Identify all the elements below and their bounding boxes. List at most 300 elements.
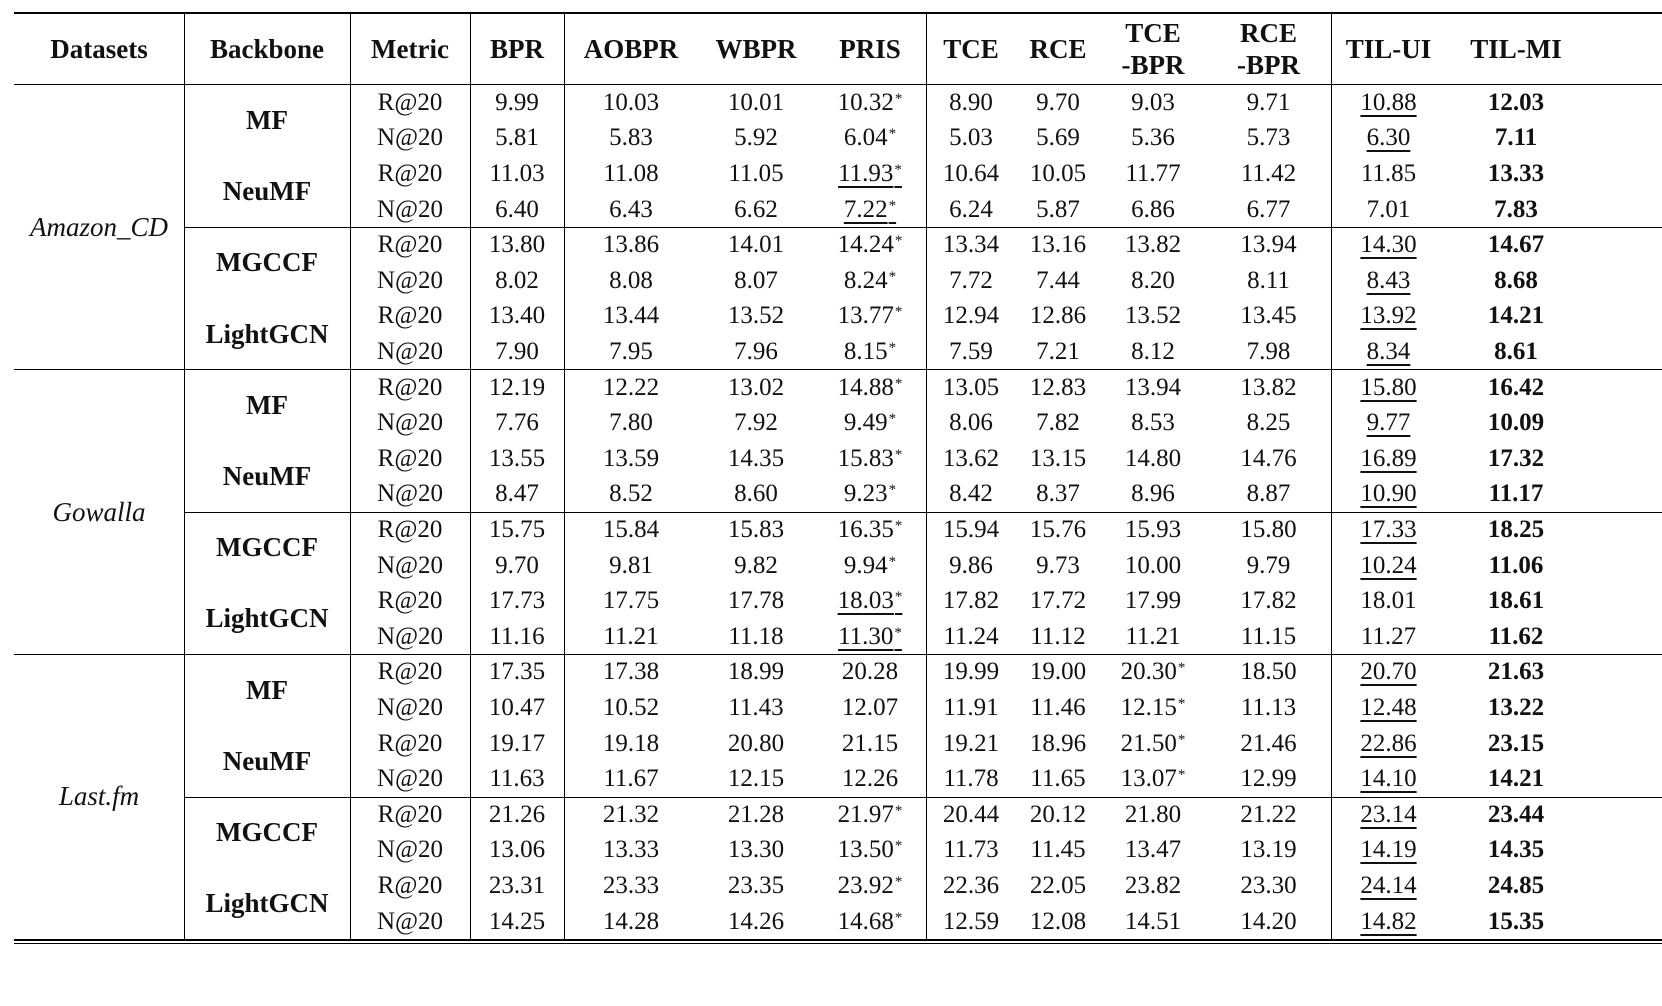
value-text bbox=[1247, 89, 1291, 117]
value-text bbox=[949, 196, 993, 224]
value-number: 23.31 bbox=[488, 871, 546, 899]
value-number: 12.08 bbox=[1029, 907, 1087, 935]
value-number: 8.15 bbox=[843, 337, 888, 365]
value-cell bbox=[1100, 370, 1206, 406]
value-cell bbox=[814, 512, 926, 548]
value-text bbox=[1131, 338, 1175, 366]
value-cell bbox=[1100, 477, 1206, 513]
dataset-name: Gowalla bbox=[52, 496, 146, 527]
value-number: 19.18 bbox=[602, 729, 660, 757]
value-number: 10.32 bbox=[837, 88, 894, 116]
value-number: 13.45 bbox=[1240, 302, 1297, 330]
value-cell bbox=[564, 334, 698, 370]
value-text bbox=[1360, 694, 1416, 722]
backbone-name: MF bbox=[246, 389, 288, 420]
value-text bbox=[1240, 730, 1296, 758]
value-cell bbox=[564, 370, 698, 406]
value-number: 13.59 bbox=[602, 444, 660, 472]
value-text bbox=[1488, 409, 1544, 437]
value-cell bbox=[698, 156, 814, 192]
value-text bbox=[1360, 89, 1416, 117]
value-text bbox=[949, 480, 993, 508]
value-text bbox=[1489, 480, 1544, 508]
value-cell bbox=[1016, 263, 1100, 299]
value-number: 6.40 bbox=[495, 195, 539, 223]
value-cell bbox=[1331, 583, 1446, 619]
backbone-name: NeuMF bbox=[222, 461, 312, 492]
value-cell bbox=[698, 797, 814, 833]
value-text bbox=[1240, 516, 1296, 544]
value-text bbox=[728, 160, 783, 188]
value-number: 8.61 bbox=[1494, 337, 1538, 365]
value-number: 8.07 bbox=[734, 266, 778, 294]
value-cell bbox=[1206, 726, 1331, 762]
value-text bbox=[1131, 409, 1175, 437]
value-text bbox=[1036, 480, 1080, 508]
value-number: 15.80 bbox=[1240, 515, 1297, 543]
header-backbone-line: Backbone bbox=[209, 33, 325, 64]
value-number: 17.78 bbox=[727, 587, 785, 615]
value-text bbox=[728, 89, 784, 117]
value-number: 10.64 bbox=[942, 159, 1000, 187]
value-number: 7.96 bbox=[734, 337, 778, 365]
metric-cell: N@20 bbox=[376, 907, 444, 935]
value-cell bbox=[1100, 690, 1206, 726]
value-cell bbox=[926, 405, 1016, 441]
value-number: 12.07 bbox=[841, 693, 899, 721]
value-cell bbox=[1206, 655, 1331, 691]
value-text bbox=[1030, 445, 1086, 473]
value-cell bbox=[470, 904, 564, 940]
value-cell bbox=[698, 904, 814, 940]
value-number: 9.70 bbox=[1036, 88, 1080, 116]
significance-mark: * bbox=[894, 909, 903, 926]
value-text bbox=[603, 836, 659, 864]
value-number: 11.78 bbox=[943, 765, 999, 793]
value-text bbox=[1361, 160, 1416, 188]
value-number: 21.80 bbox=[1124, 800, 1182, 828]
value-text bbox=[1131, 480, 1175, 508]
value-cell bbox=[814, 619, 926, 655]
value-cell bbox=[564, 833, 698, 869]
value-cell bbox=[698, 441, 814, 477]
value-number: 12.83 bbox=[1029, 373, 1087, 401]
metric-cell: N@20 bbox=[376, 622, 444, 650]
value-cell bbox=[1016, 548, 1100, 584]
value-number: 12.19 bbox=[488, 373, 546, 401]
value-text bbox=[489, 516, 545, 544]
value-text bbox=[1241, 160, 1296, 188]
value-number: 14.68 bbox=[837, 907, 894, 935]
value-number: 6.77 bbox=[1246, 195, 1291, 223]
header-rce bbox=[1016, 12, 1100, 85]
value-cell bbox=[564, 690, 698, 726]
value-cell bbox=[1446, 655, 1586, 691]
value-cell bbox=[1446, 156, 1586, 192]
value-text bbox=[842, 658, 898, 686]
value-text bbox=[1489, 552, 1544, 580]
value-cell bbox=[470, 583, 564, 619]
value-number: 15.83 bbox=[837, 444, 894, 472]
value-number: 9.73 bbox=[1036, 551, 1080, 579]
value-text bbox=[603, 730, 659, 758]
value-cell bbox=[698, 583, 814, 619]
header-datasets bbox=[14, 12, 184, 85]
bottom-rule bbox=[14, 939, 1662, 941]
value-number: 9.23 bbox=[843, 480, 888, 508]
value-cell bbox=[1016, 192, 1100, 228]
value-cell bbox=[470, 299, 564, 335]
value-number: 9.86 bbox=[949, 551, 993, 579]
value-text bbox=[603, 231, 659, 259]
value-text bbox=[1125, 231, 1181, 259]
value-cell bbox=[1446, 405, 1586, 441]
header-metric bbox=[350, 12, 470, 85]
value-number: 12.86 bbox=[1029, 302, 1087, 330]
metric-cell: N@20 bbox=[376, 693, 444, 721]
value-cell bbox=[1446, 85, 1586, 121]
value-text bbox=[489, 302, 545, 330]
value-text bbox=[943, 623, 998, 651]
value-number: 11.17 bbox=[1488, 480, 1544, 508]
value-number: 14.10 bbox=[1360, 765, 1417, 793]
value-cell bbox=[470, 761, 564, 797]
value-text bbox=[1367, 267, 1411, 295]
metric-cell: R@20 bbox=[377, 159, 443, 187]
value-cell bbox=[1100, 868, 1206, 904]
value-cell bbox=[1446, 512, 1586, 548]
value-number: 19.21 bbox=[942, 729, 1000, 757]
value-number: 14.35 bbox=[727, 444, 785, 472]
value-cell bbox=[814, 833, 926, 869]
value-text bbox=[842, 730, 898, 758]
value-cell bbox=[1016, 868, 1100, 904]
metric-cell: R@20 bbox=[377, 800, 443, 828]
value-number: 10.90 bbox=[1360, 480, 1417, 508]
header-wbpr-line: WBPR bbox=[715, 33, 797, 64]
header-til-ui bbox=[1331, 12, 1446, 85]
value-cell bbox=[1206, 690, 1331, 726]
value-text bbox=[838, 908, 903, 936]
value-cell bbox=[698, 263, 814, 299]
value-number: 7.11 bbox=[1494, 124, 1538, 152]
value-number: 13.86 bbox=[602, 231, 660, 259]
value-text bbox=[603, 160, 658, 188]
value-number: 13.06 bbox=[488, 836, 546, 864]
value-number: 10.01 bbox=[727, 88, 785, 116]
value-cell bbox=[814, 868, 926, 904]
value-number: 12.59 bbox=[942, 907, 1000, 935]
value-cell bbox=[1206, 868, 1331, 904]
value-number: 11.45 bbox=[1030, 836, 1086, 864]
value-text bbox=[1036, 409, 1080, 437]
value-number: 7.21 bbox=[1036, 337, 1080, 365]
value-cell bbox=[470, 797, 564, 833]
metric-cell: R@20 bbox=[377, 231, 443, 259]
value-cell bbox=[1446, 797, 1586, 833]
value-text bbox=[1030, 623, 1085, 651]
value-number: 7.59 bbox=[949, 337, 993, 365]
value-text bbox=[489, 160, 544, 188]
value-text bbox=[1488, 89, 1544, 117]
value-text bbox=[838, 89, 903, 117]
value-text bbox=[1125, 908, 1181, 936]
value-number: 17.38 bbox=[602, 658, 660, 686]
value-cell bbox=[814, 227, 926, 263]
backbone-name: MF bbox=[246, 674, 288, 705]
value-text bbox=[1030, 765, 1085, 793]
value-number: 13.52 bbox=[1124, 302, 1182, 330]
value-cell bbox=[1331, 904, 1446, 940]
value-number: 7.83 bbox=[1494, 195, 1538, 223]
value-number: 7.76 bbox=[495, 409, 539, 437]
column-rule bbox=[350, 12, 351, 940]
value-cell bbox=[1331, 370, 1446, 406]
value-text bbox=[1494, 338, 1538, 366]
value-text bbox=[838, 836, 903, 864]
value-cell bbox=[1016, 583, 1100, 619]
value-text bbox=[1036, 89, 1080, 117]
value-text bbox=[489, 730, 545, 758]
value-number: 7.22 bbox=[843, 195, 888, 223]
value-cell bbox=[470, 690, 564, 726]
metric-cell: N@20 bbox=[376, 836, 444, 864]
metric-cell: R@20 bbox=[377, 587, 443, 615]
value-cell bbox=[926, 192, 1016, 228]
value-number: 16.42 bbox=[1487, 373, 1545, 401]
value-number: 14.28 bbox=[602, 907, 660, 935]
value-text bbox=[489, 801, 545, 829]
value-number: 9.49 bbox=[843, 409, 888, 437]
value-text bbox=[1240, 587, 1296, 615]
value-number: 5.83 bbox=[609, 124, 653, 152]
value-text bbox=[603, 765, 658, 793]
value-text bbox=[495, 89, 539, 117]
value-text bbox=[1121, 765, 1186, 793]
value-text bbox=[844, 480, 896, 508]
value-cell bbox=[698, 726, 814, 762]
header-aobpr bbox=[564, 12, 698, 85]
value-text bbox=[489, 623, 544, 651]
value-text bbox=[1240, 836, 1296, 864]
value-cell bbox=[926, 334, 1016, 370]
bottom-rule-2 bbox=[14, 943, 1662, 944]
value-text bbox=[728, 908, 784, 936]
value-text bbox=[949, 409, 993, 437]
value-number: 8.24 bbox=[843, 266, 888, 294]
value-text bbox=[1030, 730, 1086, 758]
value-text bbox=[603, 516, 659, 544]
metric-cell: N@20 bbox=[376, 409, 444, 437]
value-cell bbox=[1100, 299, 1206, 335]
significance-mark: * bbox=[894, 624, 902, 641]
value-text bbox=[734, 409, 778, 437]
header-bpr bbox=[470, 12, 564, 85]
value-text bbox=[489, 836, 545, 864]
value-number: 15.35 bbox=[1487, 907, 1545, 935]
value-number: 13.19 bbox=[1240, 836, 1297, 864]
value-text bbox=[943, 374, 999, 402]
header-tce-line: TCE bbox=[943, 33, 999, 64]
value-text bbox=[1030, 231, 1086, 259]
value-cell bbox=[470, 156, 564, 192]
value-text bbox=[489, 694, 545, 722]
value-cell bbox=[698, 833, 814, 869]
metric-cell: N@20 bbox=[376, 266, 444, 294]
value-cell bbox=[1446, 761, 1586, 797]
metric-cell: N@20 bbox=[376, 337, 444, 365]
value-number: 8.12 bbox=[1131, 337, 1175, 365]
value-cell bbox=[470, 85, 564, 121]
value-number: 13.07 bbox=[1120, 765, 1177, 793]
value-cell bbox=[698, 512, 814, 548]
value-number: 10.24 bbox=[1360, 551, 1417, 579]
value-cell bbox=[698, 299, 814, 335]
value-number: 17.82 bbox=[942, 587, 1000, 615]
value-number: 13.55 bbox=[488, 444, 546, 472]
value-text bbox=[1367, 196, 1411, 224]
value-text bbox=[838, 623, 902, 651]
value-text bbox=[1361, 623, 1416, 651]
value-text bbox=[609, 196, 653, 224]
value-number: 21.26 bbox=[488, 800, 546, 828]
value-cell bbox=[1016, 227, 1100, 263]
value-number: 11.63 bbox=[489, 765, 545, 793]
value-cell bbox=[470, 121, 564, 157]
value-number: 14.24 bbox=[837, 231, 894, 259]
value-cell bbox=[1016, 441, 1100, 477]
value-text bbox=[838, 302, 903, 330]
value-text bbox=[943, 658, 999, 686]
value-cell bbox=[1100, 726, 1206, 762]
value-text bbox=[1030, 694, 1085, 722]
value-cell bbox=[1100, 833, 1206, 869]
value-number: 15.80 bbox=[1360, 373, 1417, 401]
significance-mark: * bbox=[894, 838, 903, 855]
value-text bbox=[734, 480, 778, 508]
header-rce-bpr-line: RCE bbox=[1239, 17, 1297, 48]
value-text bbox=[844, 196, 896, 224]
value-cell bbox=[1206, 121, 1331, 157]
value-number: 12.94 bbox=[942, 302, 1000, 330]
value-number: 15.83 bbox=[727, 515, 785, 543]
value-cell bbox=[926, 299, 1016, 335]
value-number: 13.82 bbox=[1124, 231, 1182, 259]
value-text bbox=[1247, 480, 1291, 508]
metric-cell: R@20 bbox=[377, 88, 443, 116]
value-cell bbox=[564, 441, 698, 477]
value-cell bbox=[1446, 583, 1586, 619]
value-text bbox=[1247, 124, 1291, 152]
value-text bbox=[1360, 587, 1416, 615]
value-cell bbox=[926, 263, 1016, 299]
results-table bbox=[14, 12, 1662, 1004]
value-cell bbox=[1100, 441, 1206, 477]
backbone-name: NeuMF bbox=[222, 745, 312, 776]
value-text bbox=[1131, 89, 1175, 117]
metric-cell: R@20 bbox=[377, 515, 443, 543]
value-text bbox=[1030, 872, 1086, 900]
value-number: 22.05 bbox=[1029, 871, 1087, 899]
value-cell bbox=[698, 227, 814, 263]
value-number: 10.09 bbox=[1487, 409, 1545, 437]
value-text bbox=[1241, 694, 1296, 722]
value-number: 6.24 bbox=[949, 195, 993, 223]
value-number: 12.48 bbox=[1360, 693, 1417, 721]
value-cell bbox=[814, 263, 926, 299]
value-text bbox=[1360, 836, 1416, 864]
backbone-name: MGCCF bbox=[216, 532, 318, 563]
value-cell bbox=[698, 192, 814, 228]
value-cell bbox=[698, 655, 814, 691]
value-cell bbox=[564, 512, 698, 548]
value-number: 8.34 bbox=[1366, 337, 1411, 365]
value-number: 13.94 bbox=[1240, 231, 1297, 259]
backbone-name: MGCCF bbox=[216, 247, 318, 278]
value-number: 14.82 bbox=[1360, 907, 1417, 935]
value-text bbox=[609, 338, 653, 366]
value-cell bbox=[470, 726, 564, 762]
column-rule bbox=[470, 12, 471, 940]
value-number: 5.03 bbox=[949, 124, 993, 152]
value-cell bbox=[1446, 121, 1586, 157]
value-text bbox=[1240, 445, 1296, 473]
value-text bbox=[949, 89, 993, 117]
header-datasets-line: Datasets bbox=[50, 33, 148, 64]
value-cell bbox=[1331, 263, 1446, 299]
value-cell bbox=[1331, 477, 1446, 513]
backbone-name: NeuMF bbox=[222, 176, 312, 207]
value-text bbox=[1240, 872, 1296, 900]
significance-mark: * bbox=[894, 161, 902, 178]
value-text bbox=[1489, 623, 1544, 651]
value-text bbox=[1036, 124, 1080, 152]
value-cell bbox=[1331, 512, 1446, 548]
value-number: 15.84 bbox=[602, 515, 660, 543]
significance-mark: * bbox=[894, 873, 903, 890]
value-cell bbox=[1331, 156, 1446, 192]
value-number: 8.60 bbox=[734, 480, 778, 508]
value-text bbox=[1030, 587, 1086, 615]
header-wbpr bbox=[698, 12, 814, 85]
value-text bbox=[728, 587, 784, 615]
value-text bbox=[1030, 160, 1086, 188]
value-cell bbox=[1206, 405, 1331, 441]
value-number: 7.72 bbox=[949, 266, 993, 294]
value-cell bbox=[814, 121, 926, 157]
value-cell bbox=[926, 904, 1016, 940]
value-text bbox=[1367, 124, 1411, 152]
value-cell bbox=[1016, 156, 1100, 192]
significance-mark: * bbox=[894, 233, 903, 250]
value-number: 15.94 bbox=[942, 515, 1000, 543]
value-number: 18.61 bbox=[1487, 587, 1545, 615]
value-number: 8.42 bbox=[949, 480, 993, 508]
value-number: 13.47 bbox=[1124, 836, 1182, 864]
value-text bbox=[609, 480, 653, 508]
value-number: 11.21 bbox=[1125, 622, 1181, 650]
value-number: 11.93 bbox=[838, 159, 894, 187]
value-cell bbox=[698, 477, 814, 513]
value-cell bbox=[1331, 299, 1446, 335]
value-number: 8.87 bbox=[1246, 480, 1291, 508]
value-cell bbox=[814, 761, 926, 797]
value-text bbox=[1247, 552, 1291, 580]
value-cell bbox=[1331, 833, 1446, 869]
value-number: 18.99 bbox=[727, 658, 785, 686]
value-cell bbox=[1331, 121, 1446, 157]
value-cell bbox=[470, 405, 564, 441]
